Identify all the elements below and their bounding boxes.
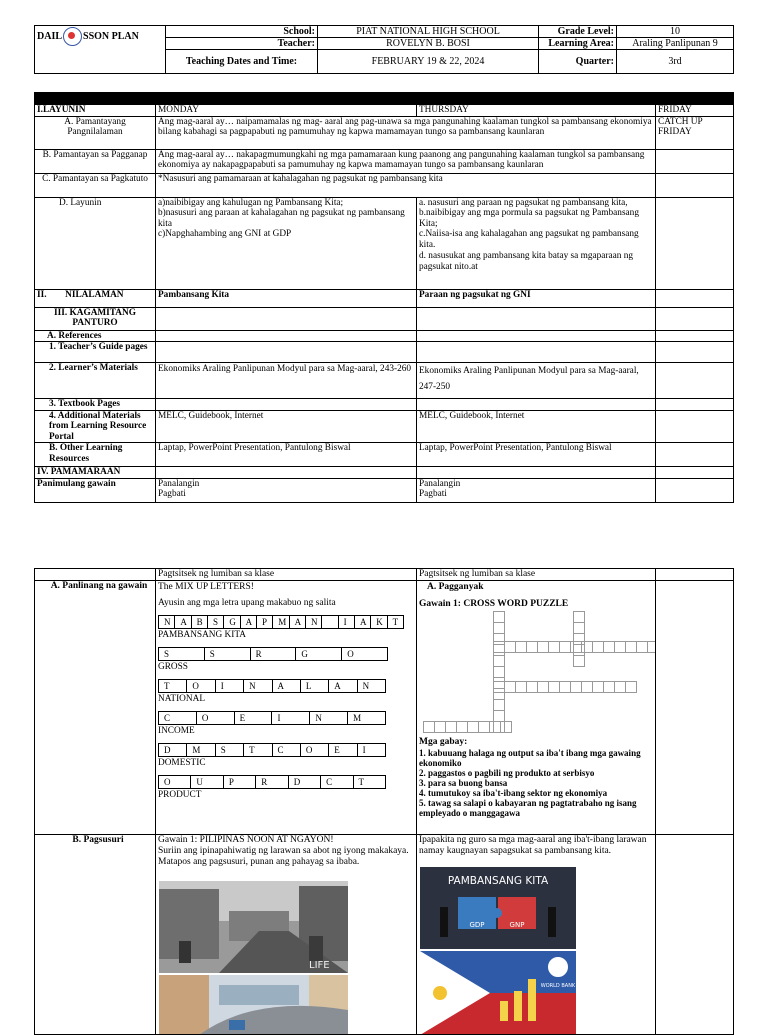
letter-cell: P <box>223 776 255 789</box>
answer-1: PAMBANSANG KITA <box>158 630 247 640</box>
letter-cell: T <box>353 776 385 789</box>
nilalaman-thursday: Paraan ng pagsukat ng GNI <box>417 289 656 307</box>
friday-heading: FRIDAY <box>656 105 734 117</box>
svg-text:GNP: GNP <box>509 921 525 929</box>
textbook-label: 3. Textbook Pages <box>35 399 156 411</box>
panlinang-label: A. Panlinang na gawain <box>35 581 156 835</box>
pamamaraan-label: IV. PAMAMARAAN <box>35 467 156 479</box>
svg-text:LIFE: LIFE <box>309 960 330 971</box>
area-label: Learning Area: <box>539 38 617 50</box>
letter-cell: D <box>159 744 187 757</box>
letter-cell: G <box>296 648 342 661</box>
svg-text:PAMBANSANG KITA: PAMBANSANG KITA <box>447 875 549 887</box>
pagkatuto-text: *Nasusuri ang pamamaraan at kahalagahan ng pagsukat ng pambansang kita <box>156 173 656 197</box>
guide-2: 2. paggastos o pagbili ng produkto at serbisyo <box>419 768 595 778</box>
crossword-square <box>573 655 585 667</box>
additional-label: 4. Additional Materials from Learning Resource Portal <box>35 410 156 443</box>
pagganyak-heading: A. Pagganyak <box>427 582 484 592</box>
letter-cell: O <box>300 744 328 757</box>
mix-up-instruction: Ayusin ang mga letra upang makabuo ng salita <box>158 598 336 608</box>
letter-cell: A <box>175 616 191 629</box>
crossword-title: Gawain 1: CROSS WORD PUZZLE <box>419 599 569 609</box>
pangnilalaman-label: A. Pamantayang Pangnilalaman <box>35 116 156 149</box>
svg-text:WORLD BANK: WORLD BANK <box>540 983 576 989</box>
lm-thursday: Ekonomiks Araling Panlipunan Modyul para sa Mag-aaral, 247-250 <box>417 363 656 399</box>
monday-heading: MONDAY <box>156 105 417 117</box>
lesson-plan-table <box>34 92 734 503</box>
letter-cell: P <box>256 616 272 629</box>
additional-thursday: MELC, Guidebook, Internet <box>417 410 656 443</box>
letter-cell: I <box>338 616 354 629</box>
letter-cell: O <box>342 648 388 661</box>
deped-logo-icon <box>63 27 82 46</box>
letter-cell: N <box>310 712 348 725</box>
catch-up-friday: CATCH UP FRIDAY <box>656 116 734 149</box>
quarter-value: 3rd <box>617 50 734 74</box>
letter-cell: C <box>159 712 197 725</box>
pilipinas-title: Gawain 1: PILIPINAS NOON AT NGAYON! <box>158 835 334 845</box>
letter-cell: L <box>300 680 328 693</box>
panimula-label: Panimulang gawain <box>35 478 156 502</box>
letter-cell: A <box>240 616 256 629</box>
answer-2: GROSS <box>158 662 188 672</box>
guide-title: Mga gabay: <box>419 737 468 747</box>
layunin-monday: a)naibibigay ang kahulugan ng Pambansang Kita; b)nasusuri ang paraan at kahalagahan ng pagsukat ng pambansang kita c)Napghahambing ang GNI at GDP <box>156 197 417 289</box>
mix-up-letters-activity <box>156 581 417 835</box>
procedure-table <box>34 568 734 1035</box>
lm-label: 2. Learner’s Materials <box>35 363 156 399</box>
school-value: PIAT NATIONAL HIGH SCHOOL <box>318 26 539 38</box>
letter-cell: D <box>288 776 320 789</box>
lm-monday: Ekonomiks Araling Panlipunan Modyul para sa Mag-aaral, 243-260 <box>156 363 417 399</box>
pagganyak-activity <box>417 581 656 835</box>
other-resources-label: B. Other Learning Resources <box>35 443 156 467</box>
letter-cell: K <box>371 616 387 629</box>
letter-cell: S <box>204 648 250 661</box>
letter-cell: A <box>289 616 305 629</box>
letter-cell: S <box>159 648 205 661</box>
thursday-heading: THURSDAY <box>417 105 656 117</box>
letter-cell: R <box>256 776 288 789</box>
answer-3: NATIONAL <box>158 694 205 704</box>
dates-label: Teaching Dates and Time: <box>166 50 318 74</box>
other-resources-thursday: Laptap, PowerPoint Presentation, Pantulong Biswal <box>417 443 656 467</box>
pagganap-label: B. Pamantayan sa Pagganap <box>35 149 156 173</box>
letter-cell: A <box>329 680 357 693</box>
kagamitan-label: III. KAGAMITANG PANTURO <box>35 307 156 330</box>
layunin-thursday: a. nasusuri ang paraan ng pagsukat ng pambansang kita, b.naibibigay ang mga pormula sa pagsukat ng Pambansang Kita; c.Naiisa-isa ang kahalagahan ang pagsukat ng pambansang kita. d. nasusukat ang pambansang kita batay sa mgaparaan ng pagsukat nito.at <box>417 197 656 289</box>
letter-cell: E <box>234 712 272 725</box>
pagsusuri-monday <box>156 835 417 1035</box>
teacher-value: ROVELYN B. BOSI <box>318 38 539 50</box>
svg-text:GDP: GDP <box>469 921 485 929</box>
letter-cell: G <box>224 616 240 629</box>
layunin-heading: I.LAYUNIN <box>35 105 156 117</box>
attendance-monday: Pagtsitsek ng lumiban sa klase <box>156 569 417 581</box>
nilalaman-label: II. NILALAMAN <box>35 289 156 307</box>
letter-cell: B <box>191 616 207 629</box>
header-table <box>34 25 734 74</box>
pagsusuri-label: B. Pagsusuri <box>35 835 156 1035</box>
guide-1: 1. kabuuang halaga ng output sa iba't ibang mga gawaing ekonomiko <box>419 748 641 768</box>
crossword-square <box>625 681 637 693</box>
letter-cell: S <box>207 616 223 629</box>
letter-cell: N <box>159 616 175 629</box>
letter-row-3 <box>158 679 386 693</box>
letter-row-4 <box>158 711 386 725</box>
letter-cell: C <box>321 776 353 789</box>
guide-4: 4. tumutukoy sa iba't-ibang sektor ng ekonomiya <box>419 788 608 798</box>
grade-value: 10 <box>617 26 734 38</box>
letter-row-2 <box>158 647 388 661</box>
letter-cell: N <box>357 680 385 693</box>
quarter-label: Quarter: <box>539 50 617 74</box>
guide-3: 3. para sa buong bansa <box>419 778 508 788</box>
letter-cell: M <box>187 744 215 757</box>
grade-label: Grade Level: <box>539 26 617 38</box>
letter-cell: O <box>159 776 191 789</box>
pambansang-kita-poster <box>420 867 576 949</box>
letter-cell: S <box>215 744 243 757</box>
old-street-photo <box>159 881 348 973</box>
world-bank-flag-image <box>420 951 576 1035</box>
answer-5: DOMESTIC <box>158 758 206 768</box>
school-label: School: <box>166 26 318 38</box>
pagganap-text: Ang mag-aaral ay… nakapagmumungkahi ng mga pamamaraan kung paanong ang pangunahing kaalaman tungkol sa pambansang ekonomiya ay nakapagpapabuti sa pamumuhay ng kapwa mamamayan tungo sa pambansang kaunlaran <box>156 149 656 173</box>
letter-cell: C <box>272 744 300 757</box>
letter-cell: M <box>273 616 289 629</box>
answer-6: PRODUCT <box>158 790 202 800</box>
letter-row-6 <box>158 775 386 789</box>
references-label: A. References <box>35 330 156 342</box>
letter-cell: T <box>387 616 403 629</box>
crossword-puzzle <box>424 612 624 732</box>
layunin-label: D. Layunin <box>35 197 156 289</box>
letter-row-5 <box>158 743 386 757</box>
guide-5: 5. tawag sa salapi o kabayaran ng pagtatrabaho ng isang empleyado o manggagawa <box>419 798 637 818</box>
letter-cell: R <box>250 648 296 661</box>
letter-cell: T <box>159 680 187 693</box>
attendance-thursday: Pagtsitsek ng lumiban sa klase <box>417 569 656 581</box>
teacher-label: Teacher: <box>166 38 318 50</box>
letter-cell: O <box>196 712 234 725</box>
letter-cell <box>322 616 338 629</box>
letter-cell: A <box>354 616 370 629</box>
letter-cell: I <box>357 744 385 757</box>
letter-cell: O <box>187 680 215 693</box>
letter-cell: M <box>348 712 386 725</box>
area-value: Araling Panlipunan 9 <box>617 38 734 50</box>
letter-cell: A <box>272 680 300 693</box>
letter-row-1 <box>158 615 404 629</box>
letter-cell: I <box>215 680 243 693</box>
letter-cell: E <box>329 744 357 757</box>
pagsusuri-thursday <box>417 835 656 1035</box>
crossword-square <box>647 641 656 653</box>
pagsusuri-thursday-text: Ipapakita ng guro sa mga mag-aaral ang iba't-ibang larawan namay kaugnayan sapagsukat sa pambansang kita. <box>419 835 647 856</box>
letter-cell: U <box>191 776 223 789</box>
panimula-thursday: Panalangin Pagbati <box>417 478 656 502</box>
pangnilalaman-text: Ang mag-aaral ay… naipamamalas ng mag- aaral ang pag-unawa sa mga pangunahing kaalaman tungkol sa pambansang ekonomiya bilang kabahagi sa pagpapabuti ng pamumuhay ng kapwa mamamayan tungo sa pambansang kaunlaran <box>156 116 656 149</box>
dates-value: FEBRUARY 19 & 22, 2024 <box>318 50 539 74</box>
crossword-square <box>500 721 512 733</box>
letter-cell: N <box>305 616 321 629</box>
answer-4: INCOME <box>158 726 195 736</box>
letter-cell: N <box>244 680 272 693</box>
panimula-monday: Panalangin Pagbati <box>156 478 417 502</box>
letter-cell: T <box>244 744 272 757</box>
other-resources-monday: Laptap, PowerPoint Presentation, Pantulong Biswal <box>156 443 417 467</box>
mix-up-title: The MIX UP LETTERS! <box>158 582 254 592</box>
black-divider <box>35 93 734 105</box>
letter-cell: I <box>272 712 310 725</box>
additional-monday: MELC, Guidebook, Internet <box>156 410 417 443</box>
nilalaman-monday: Pambansang Kita <box>156 289 417 307</box>
pilipinas-instruction: Suriin ang ipinapahiwatig ng larawan sa abot ng iyong makakaya. Matapos ang pagsusuri, punan ang pahayag sa ibaba. <box>158 846 409 867</box>
tg-label: 1. Teacher’s Guide pages <box>35 342 156 363</box>
lesson-plan-title: DAIL SSON PLAN <box>35 26 166 74</box>
pagkatuto-label: C. Pamantayan sa Pagkatuto <box>35 173 156 197</box>
modern-street-photo <box>159 975 348 1035</box>
